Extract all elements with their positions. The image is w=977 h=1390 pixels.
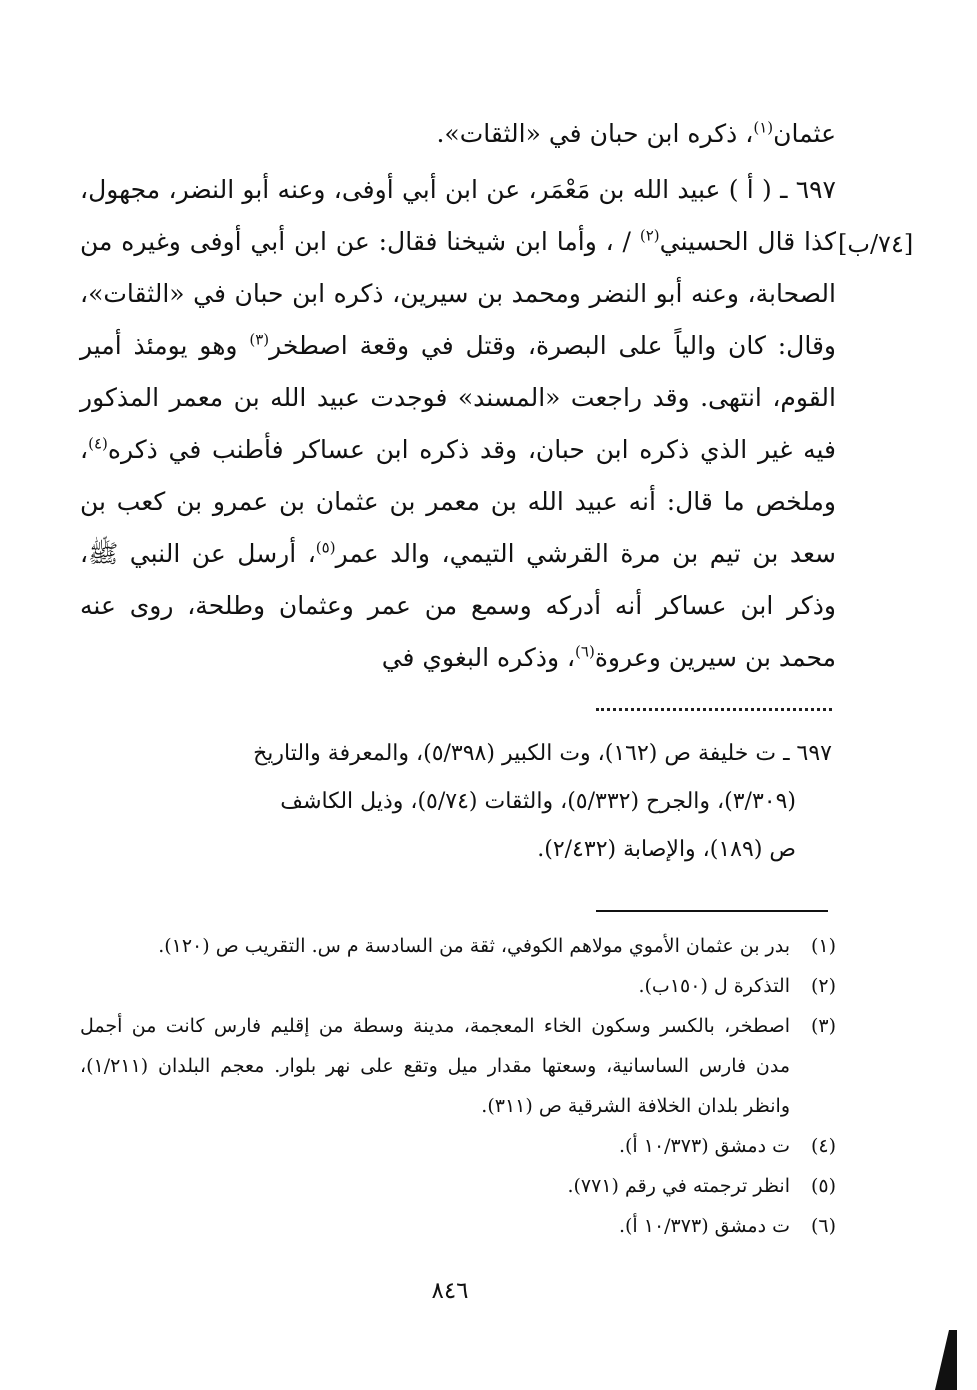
footnote-text: ت دمشق (١٠/٣٧٣ أ). [618,1215,790,1237]
footnote-5 [80,1166,836,1206]
footnote-number: (٦) [810,1215,836,1237]
text-run: ، ذكره ابن حبان في «الثقات». [436,119,754,148]
footnote-marker: (٥) [315,538,336,557]
footnote-4 [80,1126,836,1166]
text-run: عثمان [773,119,836,148]
footnote-marker: (٤) [88,434,108,453]
footnote-rule [596,910,828,912]
footnote-number: (٤) [810,1135,836,1157]
entry-heading-text: ٦٩٧ ـ ( أ ) عبيد الله بن مَعْمَر، عن ابن أبي أوفى، وعنه أبو النضر، مجهول، كذا قال الحسيني [80,175,836,256]
scan-edge-mark [935,1330,957,1390]
page-number: ٨٤٦ [431,1278,469,1304]
footnote-text: بدر بن عثمان الأموي مولاهم الكوفي، ثقة من السادسة م س. التقريب ص (١٢٠). [158,935,790,957]
footnote-3 [80,1006,836,1126]
footnote-marker: (٣) [249,330,270,349]
main-paragraph-2 [80,164,836,684]
footnote-marker: (٢) [639,226,660,245]
footnote-6 [80,1206,836,1246]
footnote-2 [80,966,836,1006]
footnote-marker: (٦) [575,642,595,661]
main-text [80,108,836,684]
footnote-1 [80,926,836,966]
footnote-number: (٥) [810,1175,836,1197]
sources-block [80,730,832,874]
footnote-number: (١) [810,935,836,957]
text-run: ، وذكره البغوي في [381,643,576,672]
footnote-text: التذكرة ل (١٥٠ب). [638,975,790,997]
footnote-number: (٣) [810,1015,836,1037]
footnote-marker: (١) [753,118,774,137]
text-run: وهو يومئذ أمير القوم، انتهى. وقد راجعت «المسند» فوجدت عبيد الله بن معمر المذكور فيه غير الذي ذكره ابن حبان، وقد ذكره ابن عساكر فأطنب في ذكره [80,331,836,464]
footnote-text: انظر ترجمته في رقم (٧٧١). [567,1175,790,1197]
text-run: ، وملخص ما قال: أنه عبيد الله بن معمر بن عثمان بن عمرو بن كعب بن سعد بن تيم بن مرة القرشي التيمي، والد عمر [80,435,837,568]
footnote-number: (٢) [810,975,836,997]
text-run: ، أرسل عن النبي ﷺ، وذكر ابن عساكر أنه أدركه وسمع من عمر وعثمان وطلحة، روى عنه محمد بن سيرين وعروة [80,539,836,672]
footnotes [80,926,836,1246]
sources-line: ٦٩٧ ـ ت خليفة ص (١٦٢)، وت الكبير (٥/٣٩٨)، والمعرفة والتاريخ [253,741,832,766]
main-paragraph-1 [80,108,836,160]
dotted-separator [596,708,832,711]
text-run: / ، وأما ابن شيخنا فقال: عن ابن أبي أوفى وغيره من الصحابة، وعنه أبو النضر ومحمد بن سيرين، ذكره ابن حبان في «الثقات»، وقال: كان والياً على البصرة، وقتل في وقعة اصطخر [80,227,836,360]
margin-folio-reference: [٧٤/ب] [838,230,914,258]
footnote-text: ت دمشق (١٠/٣٧٣ أ). [618,1135,790,1157]
sources-line: ص (١٨٩)، والإصابة (٢/٤٣٢). [537,837,796,862]
footnote-text: اصطخر، بالكسر وسكون الخاء المعجمة، مدينة وسطة من إقليم فارس كانت من أجمل مدن فارس الساسانية، وسعتها مقدار ميل وتقع على نهر بلوار. معجم البلدان (١/٢١١)، وانظر بلدان الخلافة الشرقية ص (٣١١). [80,1015,790,1117]
sources-line: (٣/٣٠٩)، والجرح (٥/٣٣٢)، والثقات (٥/٧٤)، وذيل الكاشف [280,789,796,814]
